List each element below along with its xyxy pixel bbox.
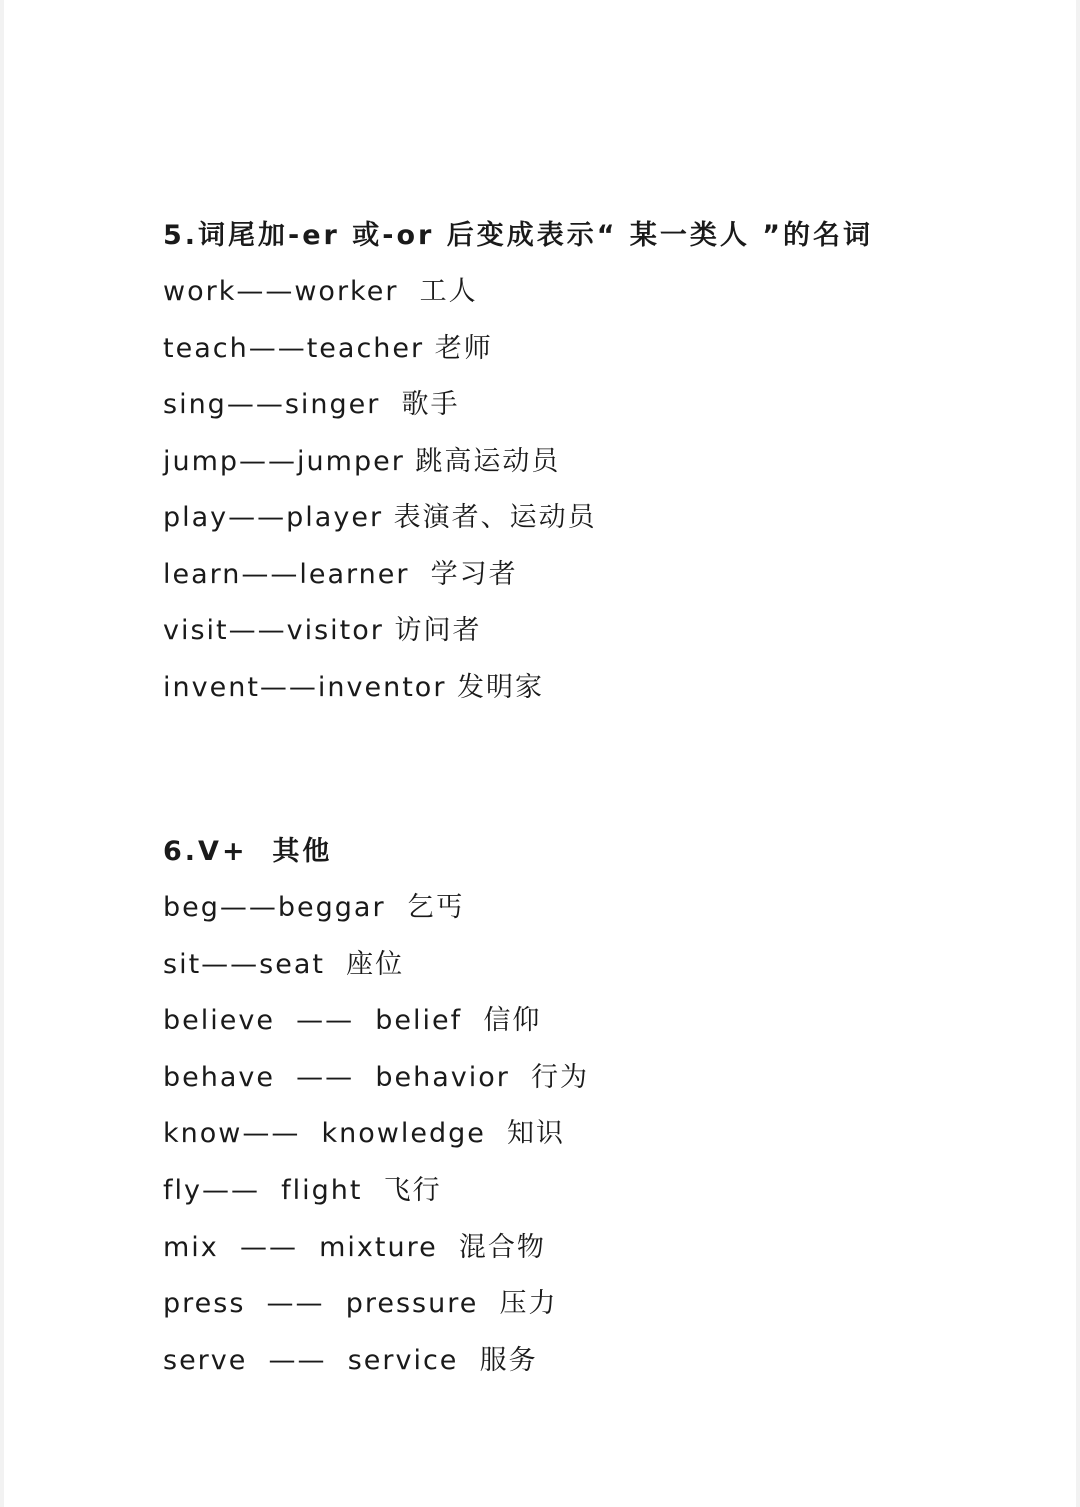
word-pair-line: jump——jumper 跳高运动员 [163, 445, 561, 477]
word-pair-line: visit——visitor 访问者 [163, 615, 482, 646]
word-pair-line: sit——seat 座位 [163, 948, 405, 980]
word-pair-line: press —— pressure 压力 [163, 1288, 558, 1320]
word-pair-line: sing——singer 歌手 [163, 389, 460, 420]
section-heading: 6.V+ 其他 [163, 836, 333, 867]
word-pair-line: fly—— flight 飞行 [163, 1174, 442, 1206]
word-pair-line: serve —— service 服务 [163, 1344, 538, 1376]
word-pair-line: work——worker 工人 [163, 276, 478, 307]
word-pair-line: invent——inventor 发明家 [163, 671, 545, 703]
page-edge-left [0, 0, 4, 1507]
word-pair-line: know—— knowledge 知识 [163, 1118, 566, 1150]
word-pair-line: learn——learner 学习者 [163, 558, 518, 590]
section-er-or-nouns [163, 208, 873, 716]
word-pair-line: teach——teacher 老师 [163, 332, 493, 364]
word-pair-line: believe —— belief 信仰 [163, 1005, 542, 1037]
page-edge-right [1076, 0, 1080, 1507]
section-verb-other [163, 824, 589, 1389]
word-pair-line: beg——beggar 乞丐 [163, 892, 465, 923]
word-pair-line: mix —— mixture 混合物 [163, 1231, 546, 1263]
word-pair-line: play——player 表演者、运动员 [163, 502, 597, 533]
section-heading: 5.词尾加-er 或-or 后变成表示“ 某一类人 ”的名词 [163, 220, 874, 251]
word-pair-line: behave —— behavior 行为 [163, 1061, 589, 1093]
